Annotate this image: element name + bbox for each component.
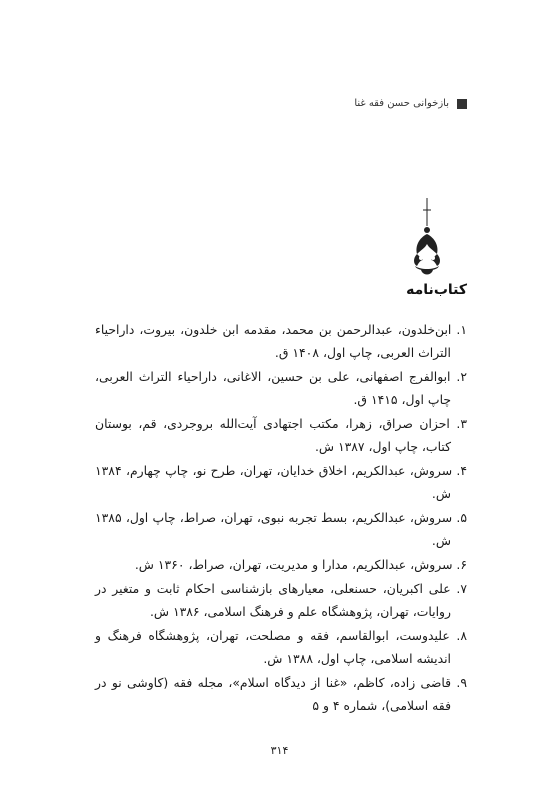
- bibliography-list: [95, 318, 467, 718]
- running-header: [354, 98, 467, 109]
- bibliography-title: کتاب‌نامه: [406, 282, 467, 298]
- page-number: ۳۱۴: [270, 744, 289, 757]
- bibliography-entry: ۲. ابوالفرج اصفهانی، علی بن حسین، الاغانی، داراحیاء التراث العربی، چاپ اول، ۱۴۱۵ ق.: [95, 369, 467, 407]
- bibliography-entry: ۹. قاضی زاده، کاظم، «غنا از دیدگاه اسلام»، مجله فقه (کاوشی نو در فقه اسلامی)، شماره ۴ و ۵: [95, 675, 467, 713]
- header-square-icon: [457, 99, 467, 109]
- running-title: بازخوانی حسن فقه غنا: [354, 98, 449, 109]
- bibliography-entry: ۴. سروش، عبدالکریم، اخلاق خدایان، تهران، طرح نو، چاپ چهارم، ۱۳۸۴ ش.: [95, 463, 467, 501]
- floral-ornament-icon: [407, 196, 447, 280]
- bibliography-entry: ۱. ابن‌خلدون، عبدالرحمن بن محمد، مقدمه ابن خلدون، بیروت، داراحیاء التراث العربی، چاپ اول، ۱۴۰۸ ق.: [95, 322, 467, 360]
- bibliography-entry: ۶. سروش، عبدالکریم، مدارا و مدیریت، تهران، صراط، ۱۳۶۰ ش.: [134, 557, 467, 572]
- bibliography-entry: ۸. علیدوست، ابوالقاسم، فقه و مصلحت، تهران، پژوهشگاه فرهنگ و اندیشه اسلامی، چاپ اول، ۱۳۸۸ ش.: [95, 628, 467, 666]
- bibliography-entry: ۷. علی اکبریان، حسنعلی، معیارهای بازشناسی احکام ثابت و متغیر در روایات، تهران، پژوهشگاه علم و فرهنگ اسلامی، ۱۳۸۶ ش.: [95, 581, 467, 619]
- bibliography-entry: ۳. احزان صراق، زهرا، مکتب اجتهادی آیت‌الله بروجردی، قم، بوستان کتاب، چاپ اول، ۱۳۸۷ ش.: [95, 416, 467, 454]
- bibliography-entry: ۵. سروش، عبدالکریم، بسط تجربه نبوی، تهران، صراط، چاپ اول، ۱۳۸۵ ش.: [95, 510, 467, 548]
